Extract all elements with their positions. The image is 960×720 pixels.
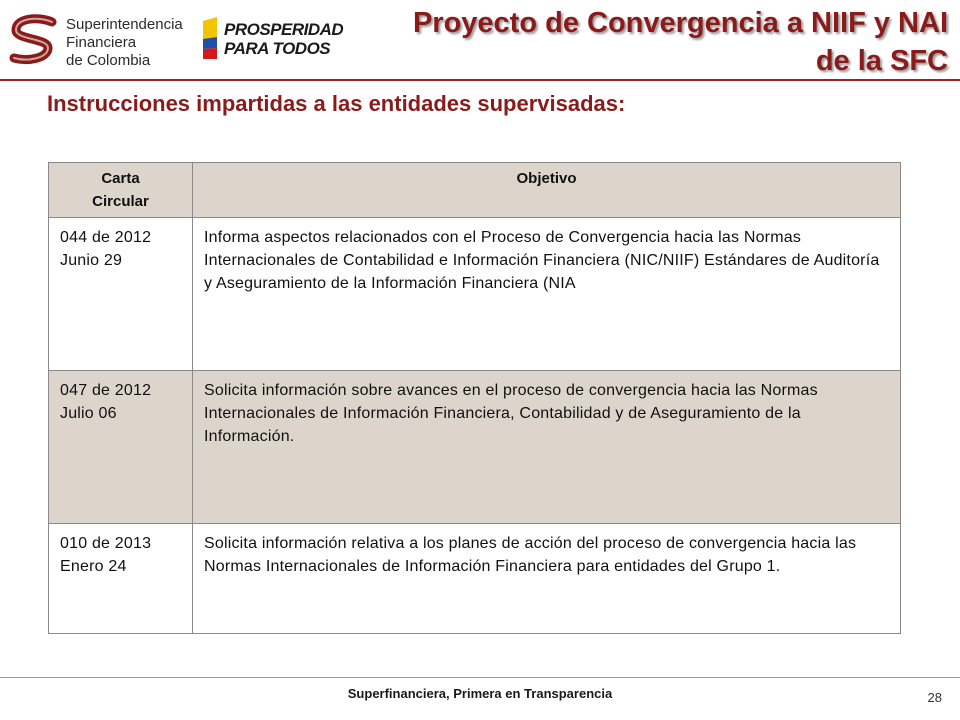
objetivo-cell: Solicita información relativa a los planes de acción del proceso de convergencia hacia las Normas Internacionales de Información Financiera para entidades del Grupo 1.: [193, 524, 901, 634]
table-row: [49, 524, 901, 634]
title-line: Proyecto de Convergencia a NIIF y NAI: [412, 7, 948, 39]
prosperidad-logo-text: [224, 20, 343, 58]
sfc-logo-line: Superintendencia: [66, 16, 183, 33]
sfc-emblem-icon: [8, 14, 58, 66]
carta-date: Julio 06: [60, 405, 117, 422]
circulares-table: [48, 162, 901, 634]
carta-date: Junio 29: [60, 252, 123, 269]
table-row: [49, 371, 901, 524]
colombia-flag-icon: [201, 17, 221, 59]
objetivo-cell: Solicita información sobre avances en el proceso de convergencia hacia las Normas Internacionales de Información Financiera, Contabilidad y de Aseguramiento de la Información.: [193, 371, 901, 524]
page-title: [348, 4, 948, 80]
carta-number: 044 de 2012: [60, 229, 152, 246]
sfc-logo-line: de Colombia: [66, 52, 151, 69]
sfc-logo: [8, 10, 183, 72]
objetivo-cell: Informa aspectos relacionados con el Proceso de Convergencia hacia las Normas Internacionales de Contabilidad e Información Financiera (NIC/NIIF) Estándares de Auditoría y Aseguramiento de la Información Financiera (NIA: [193, 218, 901, 371]
carta-number: 010 de 2013: [60, 535, 152, 552]
carta-date: Enero 24: [60, 558, 127, 575]
footer-slogan: Superfinanciera, Primera en Transparencia: [347, 686, 613, 701]
title-divider: [0, 79, 960, 81]
carta-number: 047 de 2012: [60, 382, 152, 399]
header-line: Circular: [92, 193, 149, 210]
table-header-row: [49, 163, 901, 218]
carta-cell: [49, 371, 193, 524]
header-carta-circular: [49, 163, 193, 218]
prosperidad-logo: [201, 16, 346, 66]
carta-cell: [49, 524, 193, 634]
sfc-logo-line: Financiera: [66, 34, 137, 51]
title-line: de la SFC: [815, 45, 948, 77]
sfc-logo-text: [66, 16, 183, 70]
prosperidad-logo-line: PARA TODOS: [224, 39, 331, 58]
header-objetivo: Objetivo: [193, 163, 901, 218]
footer-divider: [0, 677, 960, 678]
section-subtitle: Instrucciones impartidas a las entidades supervisadas:: [47, 91, 626, 116]
page-number: 28: [927, 690, 942, 705]
carta-cell: [49, 218, 193, 371]
table-row: [49, 218, 901, 371]
header-line: Carta: [101, 170, 140, 187]
prosperidad-logo-line: PROSPERIDAD: [224, 20, 344, 39]
